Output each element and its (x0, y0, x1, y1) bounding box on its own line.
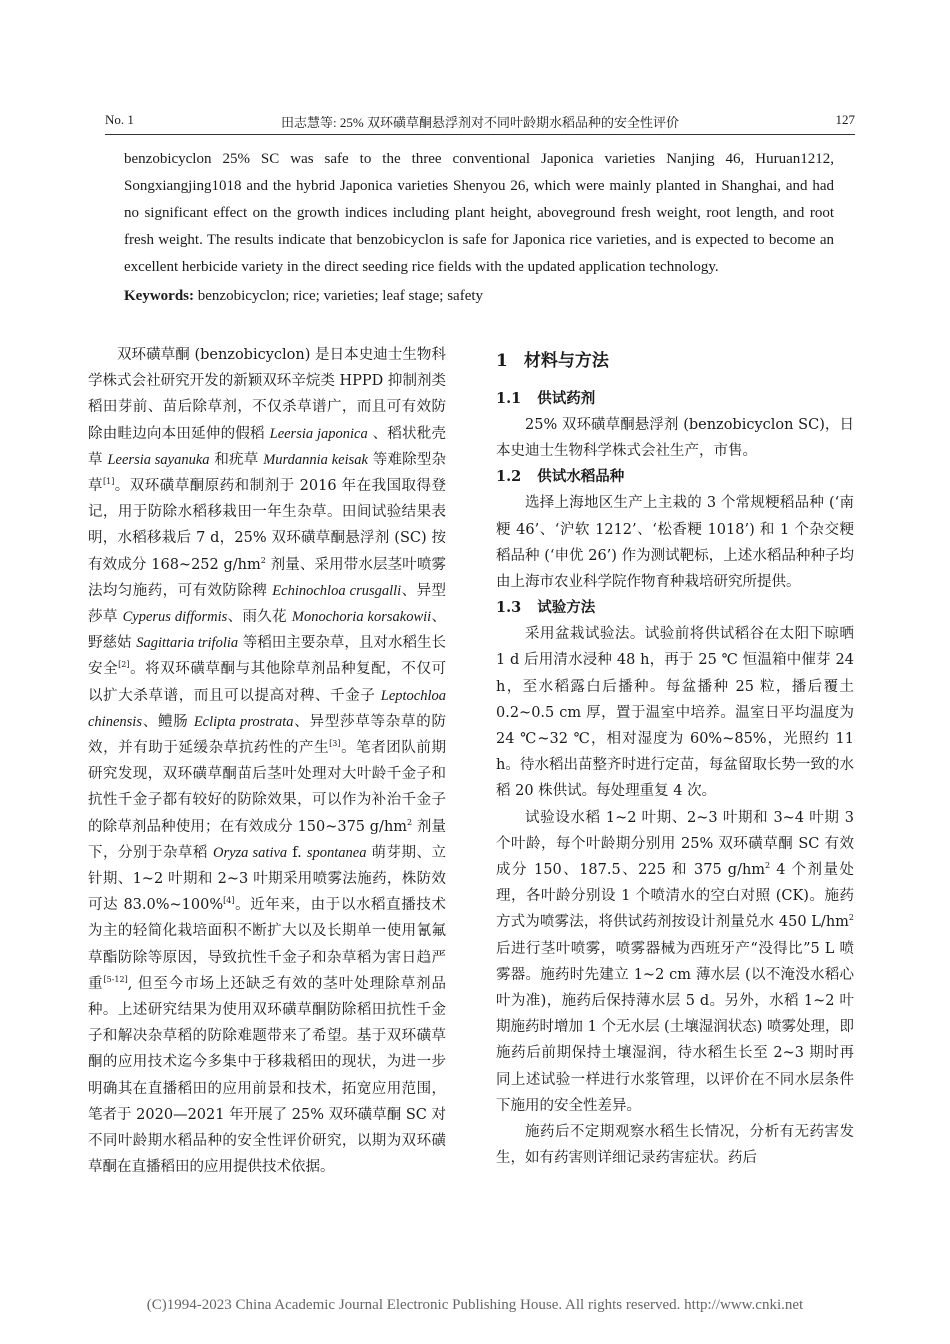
running-header (105, 112, 855, 132)
citation: [4] (223, 896, 235, 906)
copyright-footer: (C)1994-2023 China Academic Journal Electronic Publishing House. All rights reserved. http://www.cnki.net (146, 1297, 804, 1313)
running-title: 田志慧等: 25% 双环磺草酮悬浮剂对不同叶龄期水稻品种的安全性评价 (281, 115, 679, 130)
section-1-3-paragraph-1: 采用盆栽试验法。试验前将供试稻谷在太阳下晾晒 1 d 后用清水浸种 48 h，再于 25 ℃ 恒温箱中催芽 24 h，至水稻露白后播种。每盆播种 25 粒，播后覆土 0.2~0.5 cm 厚，置于温室中培养。温室日平均温度为 24 ℃~32 ℃，相对湿度为 60%~85%，光照约 11 h。待水稻出苗整齐时进行定苗，每盆留取长势一致的水稻 20 株供试。每处理重复 4 次。 (496, 626, 854, 800)
section-heading-1: 1 材料与方法 (496, 351, 609, 371)
subsection-heading-1-2: 1.2 供试水稻品种 (496, 468, 625, 486)
section-1-2-body: 选择上海地区生产上主栽的 3 个常规粳稻品种 (‘南粳 46’、‘沪软 1212’、‘松香粳 1018’) 和 1 个杂交粳稻品种 (‘申优 26’) 作为测试靶标，上述水稻品种种子均由上海市农业科学院作物育种栽培研究所提供。 (496, 495, 854, 591)
right-column (496, 342, 854, 1171)
section-1-3-paragraph-3: 施药后不定期观察水稻生长情况，分析有无药害发生，如有药害则详细记录药害症状。药后 (496, 1124, 854, 1167)
citation: [5-12] (103, 975, 128, 985)
keywords (124, 283, 834, 310)
left-column (88, 342, 446, 1181)
issue-number: No. 1 (105, 112, 134, 127)
section-1-3-paragraph-2: 试验设水稻 1~2 叶期、2~3 叶期和 3~4 叶期 3 个叶龄，每个叶龄期分别用 25% 双环磺草酮 SC 有效成分 150、187.5、225 和 375 $g/hm^2$ 4 个剂量处理，各叶龄分别设 1 个喷清水的空白对照 (CK)。施药方式为喷雾法，将供试药剂按设计剂量兑水 450 $L/hm^2$ 后进行茎叶喷雾，喷雾器械为西班牙产“没得比”5 L 喷雾器。施药时先建立 1~2 cm 薄水层 (以不淹没水稻心叶为准)，施药后保持薄水层 5 d。另外，水稻 1~2 叶期施药时增加 1 个无水层 (土壤湿润状态) 喷雾处理，即施药后前期保持土壤湿润，待水稻生长至 2~3 期时再同上述试验一样进行水浆管理，以评价在不同水层条件下施用的安全性差异。 (496, 809, 854, 1114)
keywords-label: Keywords: (124, 288, 194, 304)
keywords-list: benzobicyclon; rice; varieties; leaf stage; safety (194, 288, 484, 304)
header-rule (105, 134, 855, 135)
citation: [1] (102, 477, 115, 487)
abstract (124, 146, 834, 310)
page-number: 127 (835, 112, 855, 127)
citation: [3] (329, 739, 341, 749)
subsection-heading-1-3: 1.3 试验方法 (496, 599, 596, 617)
section-1-1-body: 25% 双环磺草酮悬浮剂 (benzobicyclon SC)，日本史迪士生物科学株式会社生产，市售。 (496, 417, 854, 460)
abstract-text: benzobicyclon 25% SC was safe to the three conventional Japonica varieties Nanjing 46, Huruan1212, Songxiangjing1018 and the hybrid Japonica varieties Shenyou 26, which were mainly planted in Shanghai, and had no significant effect on the growth indices including plant height, aboveground fresh weight, root length, and root fresh weight. The results indicate that benzobicyclon is safe for Japonica rice varieties, and is expected to become an excellent herbicide variety in the direct seeding rice fields with the updated application technology. (124, 151, 834, 275)
citation: [2] (118, 660, 130, 670)
intro-paragraph: 双环磺草酮 (benzobicyclon) 是日本史迪士生物科学株式会社研究开发的新颖双环辛烷类 HPPD 抑制剂类稻田芽前、苗后除草剂，不仅杀草谱广，而且可有效防除由畦边向本田延伸的假稻 Leersia japonica 、稻状秕壳草 Leersia sayanuka 和疣草 Murdannia keisak 等难除型杂草[1]。双环磺草酮原药和制剂于 2016 年在我国取得登记，用于防除水稻移栽田一年生杂草。田间试验结果表明，水稻移栽后 7 d，25% 双环磺草酮悬浮剂 (SC) 按有效成分 168~252 $g/hm^2$ 剂量、采用带水层茎叶喷雾法均匀施药，可有效防除稗 Echinochloa crusgalli、异型莎草 Cyperus difformis、雨久花 Monochoria korsakowii、野慈姑 Sagittaria trifolia 等稻田主要杂草，且对水稻生长安全[2]。将双环磺草酮与其他除草剂品种复配，不仅可以扩大杀草谱，而且可以提高对稗、千金子 Leptochloa chinensis、鳢肠 Eclipta prostrata、异型莎草等杂草的防效，并有助于延缓杂草抗药性的产生[3]。笔者团队前期研究发现，双环磺草酮苗后茎叶处理对大叶龄千金子和抗性千金子都有较好的防除效果，可以作为补治千金子的除草剂品种使用；在有效成分 150~375 $g/hm^2$ 剂量下，分别于杂草稻 Oryza sativa f. spontanea 萌芽期、立针期、1~2 叶期和 2~3 叶期采用喷雾法施药，株防效可达 83.0%~100%[4]。近年来，由于以水稻直播技术为主的轻简化栽培面积不断扩大以及长期单一使用氰氟草酯防除等原因，导致抗性千金子和杂草稻为害日趋严重[5-12], 但至今市场上还缺乏有效的茎叶处理除草剂品种。上述研究结果为使用双环磺草酮防除稻田抗性千金子和解决杂草稻的防除难题带来了希望。基于双环磺草酮的应用技术迄今多集中于移栽稻田的现状，为进一步明确其在直播稻田的应用前景和技术，拓宽应用范围，笔者于 2020—2021 年开展了 25% 双环磺草酮 SC 对不同叶龄期水稻品种的安全性评价研究，以期为双环磺草酮在直播稻田的应用提供技术依据。 (88, 347, 447, 1176)
subsection-heading-1-1: 1.1 供试药剂 (496, 390, 596, 407)
